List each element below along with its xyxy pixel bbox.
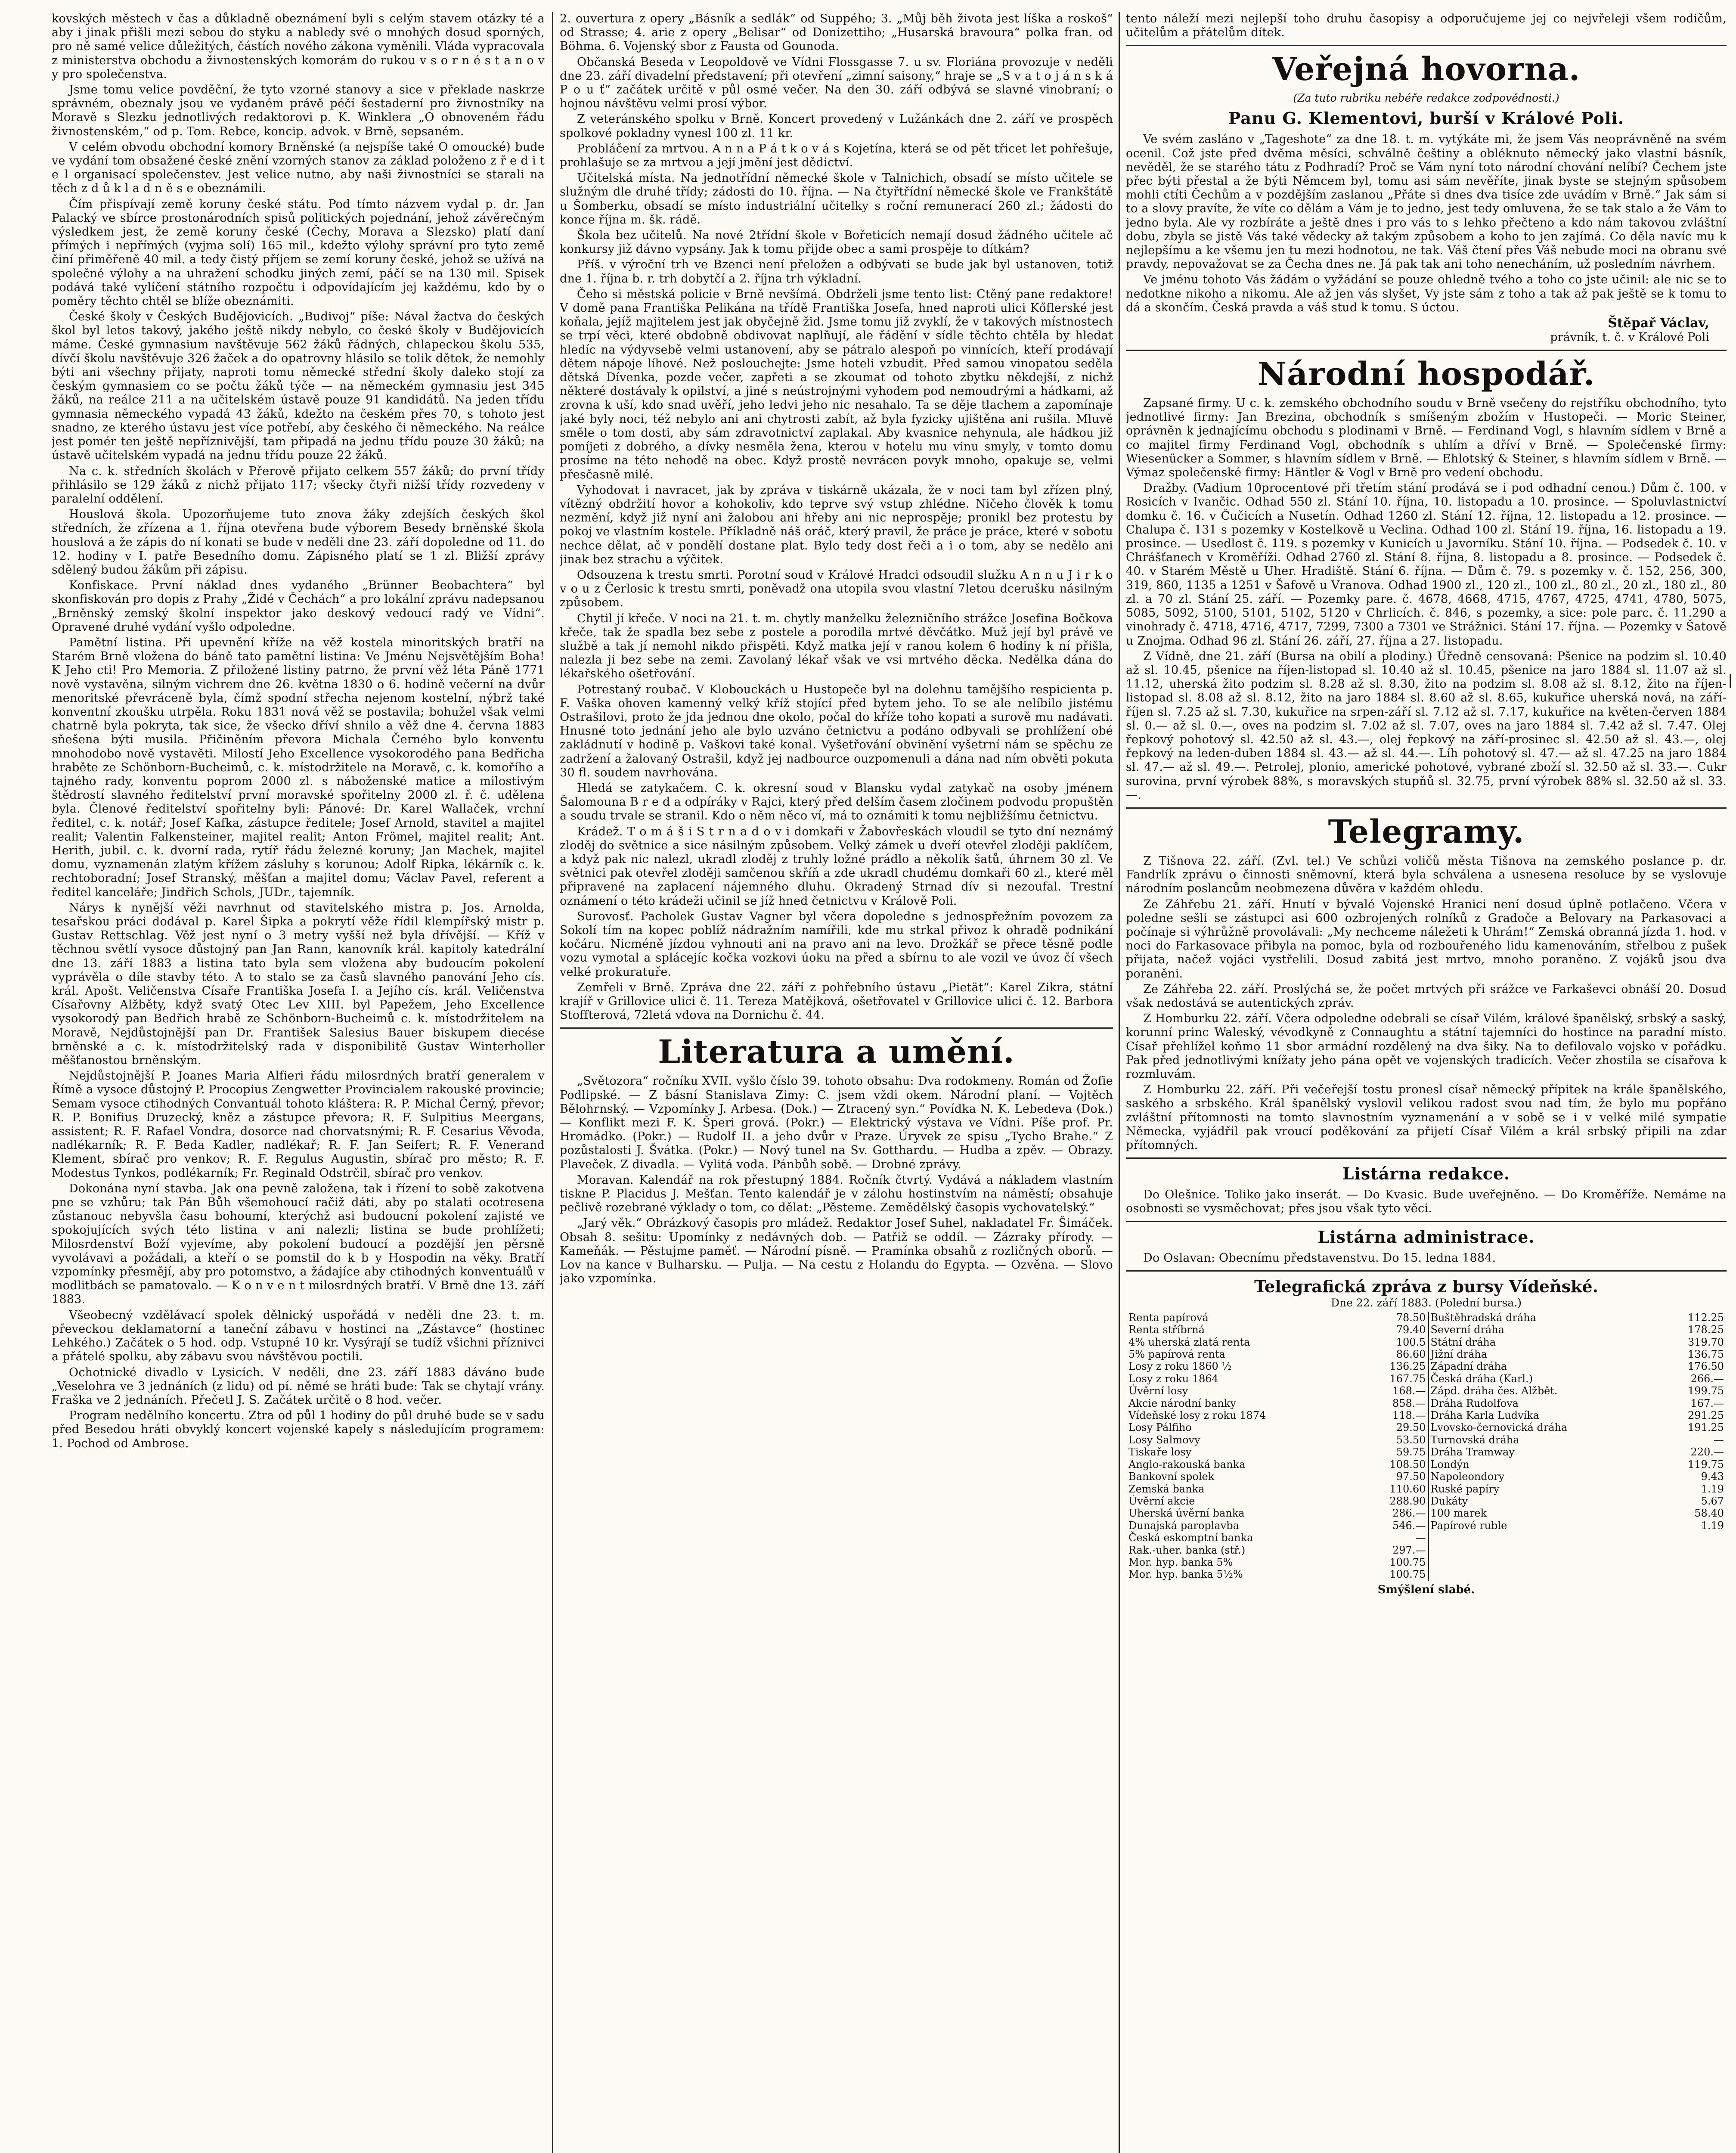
bourse-row [1126,1556,1727,1568]
editorial-paragraph: Do Olešnice. Toliko jako inserát. — Do Kvasic. Bude uveřejněno. — Do Kroměříže. Nemáme na osobnosti se vysměchovat; přes jsou však tyto věci. [1126,1188,1727,1216]
telegram-paragraph: Z Homburku 22. září. Při večeřejší tostu pronesl císař německý přípitek na krále španělského, saského a srbského. Král španělský vyslovil velikou radost svou nad tím, že bylo mu popřáno zvláštní přítomnosti na tomto slavnostním vyznamenání a v sobě se i v velké milé sympatie Německa, vyjádřil pak vroucí poděkování za přijetí Císař Vilém a král srbský připili na zdar přítomných. [1126,1083,1727,1152]
literature-heading: Literatura a umění. [658,1033,1015,1071]
bourse-name: Dukáty [1429,1495,1658,1507]
bourse-row [1126,1532,1727,1544]
literature-paragraph: Moravan. Kalendář na rok přestupný 1884. Ročník čtvrtý. Vydává a nákladem vlastním tiskne P. Placidus J. Mešťan. Tento kalendář je v zálohu hostinstvím na náměstí; obsahuje pečlivě rozebrané výklady o tom, co dělat: „Pěsteme. Zemědělský časopis vychovatelský.“ [560,1173,1113,1215]
bourse-value [1658,1556,1727,1568]
news-paragraph: Učitelská místa. Na jednotřídní německé škole v Talnichich, obsadí se místo učitele se služným dle druhé třídy; zádosti do 10. října. — Na čtyřtřídní německé škole ve Frankštátě u Šomberku, obsadí se místo industriální učitelky s roční remunerací 260 zl.; žádosti do konce října m. šk. rádě. [560,171,1113,226]
bourse-name: Česká dráha (Karl.) [1429,1373,1658,1385]
news-paragraph: Krádež. T o m á š i S t r n a d o v i domkaři v Žabovřeskách vloudil se tyto dní neznámý zloděj do světnice a sice násilným způsobem. Velký zámek u dveří otevřel zloději paklíčem, a když pak nic nalezl, ukradl zloděj z truhly ložné prádlo a několik šatů, úhrnem 30 zl. Ve světnici pak otevřel zloději samčenou skříň a zde ukradl chudému domkaři 60 zl., které měl připravené na zaplacení nájemného dluhu. Okradený Strnad dív si nezoufal. Trestní oznámení o této krádeži učinil se jíž hned četnictvu v Králově Poli. [560,825,1113,908]
bourse-name: Česká eskomptní banka [1128,1532,1253,1544]
bourse-value: 112.25 [1688,1311,1724,1324]
bourse-name: Renta papírová [1128,1311,1209,1324]
bourse-value: 176.50 [1688,1360,1724,1373]
economy-paragraph: Dražby. (Vadium 10procentové při třetím stání prodává se i pod odhadní cenou.) Dům č. 100. v Rosicích v Ivančic. Odhad 550 zl. Stání 10. října, 10. listopadu a 10. prosince. — Spoluvlastnictví domku č. 16. v Čučicích a Nusetín. Odhad 1260 zl. Stání 12. října, 12. listopadu a 12. prosince. — Chalupa č. 131 s pozemky v Kostelkově u Veclina. Odhad 100 zl. Stání 19. října, 16. listopadu a 19. prosince. — Usedlost č. 119. s pozemky v Kunicích u Javorníku. Stání 10. října. — Podsedek č. 10. v Chrášťanech v Kroměříži. Odhad 2760 zl. Stání 8. října, 8. listopadu a 8. prosince. — Podsedek č. 40. v Starém Městě u Uher. Hradiště. Stání 6. října. — Dům č. 79. s pozemky v. č. 152, 256, 300, 319, 860, 1135 a 1251 v Šafově u Vranova. Odhad 1900 zl., 120 zl., 100 zl., 80 zl., 20 zl., 180 zl., 80 zl. a 70 zl. Stání 25. září. — Pozemky pare. č. 4678, 4668, 4715, 4767, 4725, 4741, 4780, 5075, 5085, 5092, 5100, 5101, 5102, 5120 v Chrlicích. č. 846, s pozemky, a sice: pole parc. č. 11.290 a vinohrady č. 4718, 4716, 4717, 7299, 7300 a 7301 ve Strážnici. Stání 17. října. — Pozemky v Šatově u Znojma. Odhad 96 zl. Stání 26. září, 27. října a 27. listopadu. [1126,481,1727,648]
bourse-value: 266.— [1690,1372,1724,1385]
news-paragraph: Odsouzena k trestu smrti. Porotní soud v Králové Hradci odsoudil služku A n n u J i r k o v o u z Čerlosic k trestu smrti, poněvadž ona utopila svou vlastní 7letou dcerušku násilným způsobem. [560,568,1113,610]
bourse-name: Dráha Karla Ludvíka [1429,1409,1658,1421]
bourse-name: Rak.-uher. banka (stř.) [1128,1544,1246,1556]
bourse-value: 286.— [1392,1507,1426,1520]
administration-heading: Listárna administrace. [1318,1227,1535,1247]
bourse-value: 110.60 [1389,1483,1426,1495]
bourse-value [1658,1544,1727,1556]
bourse-row [1126,1568,1727,1580]
news-paragraph: V celém obvodu obchodní komory Brněnské (a nejspíše také O omoucké) bude ve vydání tom obsažené české znění vzorných stanov za základ položeno z ř e d i t e l organisací společenstev. Jest velice nutno, aby naši živnostníci se starali na těch z d ů k l a d n ě s e obeznámili. [52,140,545,195]
bourse-row [1126,1446,1727,1458]
forum-addressee: Panu G. Klementovi, burší v Králové Poli. [1228,109,1624,128]
bourse-value: 1.19 [1701,1519,1724,1532]
bourse-value: 178.25 [1688,1324,1724,1336]
section-rule [1126,1157,1727,1159]
news-paragraph: tento náleží mezi nejlepší toho druhu časopisy a odporučujeme jej co nejvřeleji všem rodičům, učitelům a přátelům dítek. [1126,12,1727,40]
bourse-name: Lvovsko-černovická dráha [1429,1421,1658,1433]
news-paragraph: Dokonána nyní stavba. Jak ona pevně založena, tak i řízení to sobě zakotvena pne se vzhůru; tak Pán Bůh všemohoucí račiž dáti, aby po stalati ocotresena zůstanouc nebyvšla času bohoumí, kterýchž asi budoucní pokolení zajisté ve spokojujících svých této listina v ani nalezli; listina se bude prohlížeti; Milosrdenství Boží vyjevíme, aby pokolení budoucí a pozdější jen pěrsně vyvolávavi a požádali, a kteří o se pomstil do k b y Hospodin na věky. Bratří vzpomínky přesmějí, aby pro potomstvo, a žádajíce aby ctihodných konventuálů v modlitbách se pamatovalo. — K o n v e n t milosrdných bratří. V Brně dne 13. září 1883. [52,1182,545,1306]
bourse-name: 5% papírová renta [1128,1348,1225,1361]
bourse-name: Losy z roku 1864 [1128,1372,1218,1385]
bourse-value: 29.50 [1396,1421,1426,1434]
bourse-row [1126,1360,1727,1372]
economy-heading: Národní hospodář. [1257,356,1595,393]
economy-paragraph: Z Vídně, dne 21. září (Bursa na obilí a plodiny.) Úředně censovaná: Pšenice na podzim sl. 10.40 až sl. 10.45, pšenice na říjen-listopad sl. 10.40 až sl. 10.45, pšenice na jaro 1884 sl. 11.07 až sl. 11.12, uherská žito podzim sl. 8.28 až sl. 8.30, žito na podzim sl. 8.08 až sl. 8.12, žito na říjen-listopad sl. 8.08 až sl. 8.12, žito na jaro 1884 sl. 8.60 až sl. 8.65, kukuřice uherská nová, na září-říjen sl. 7.25 až sl. 7.30, kukuřice na srpen-září sl. 7.12 až sl. 7.17, kukuřice na květen-červen 1884 sl. 0.— až sl. 0.—, oves na podzim sl. 7.02 až sl. 7.07, oves na jaro 1884 sl. 7.42 až sl. 7.47. Olej řepkový pohotový sl. 42.50 až sl. 43.—, olej řepkový na září-prosinec sl. 42.50 až sl. 43.—, olej řepkový na leden-duben 1884 sl. 43.— až sl. 44.—. Líh pohotový sl. 47.— až sl. 47.25 na jaro 1884 sl. 47.— až sl. 49.—. Petrolej, plonio, americké pohotové, vybrané zboží sl. 32.50 až sl. 33.—. Cukr surovina, první výrobek 88%, s moravských stupňů sl. 32.75, první výrobek 88% sl. 32.50 až sl. 33.—. [1126,649,1727,802]
news-paragraph: Ochotnické divadlo v Lysicích. V neděli, dne 23. září 1883 dáváno bude „Veselohra ve 3 jednáních (z lidu) od pí. němé se hráti bude: Tak se chytají vrány. Fraška ve 2 jednáních. Přečetl J. S. Začátek určitě o 8 hod. večer. [52,1365,545,1407]
news-paragraph: Na c. k. středních školách v Přerově přijato celkem 557 žáků; do první třídy přihlásilo se 129 žáků z nichž přijato 117; všecky čtyři nižší třídy rozvedeny v paralelní oddělení. [52,464,545,506]
bourse-name: Losy z roku 1860 ½ [1128,1360,1232,1373]
forum-subheading: (Za tuto rubriku nebéře redakce zodpovědnosti.) [1293,92,1559,105]
bourse-heading: Telegrafická zpráva z bursy Vídeňské. [1254,1276,1598,1296]
bourse-value: 167.— [1690,1397,1724,1409]
section-rule [1126,807,1727,809]
bourse-row [1126,1458,1727,1470]
bourse-name: Zápd. dráha čes. Alžbět. [1429,1385,1658,1397]
column-middle [560,12,1113,2153]
bourse-name: Jižní dráha [1429,1348,1658,1360]
bourse-name: Akcie národní banky [1128,1397,1236,1409]
section-rule [560,1027,1113,1029]
bourse-name: 100 marek [1429,1507,1658,1519]
bourse-value: 546.— [1392,1519,1426,1532]
bourse-value: 5.67 [1701,1495,1724,1507]
bourse-row [1126,1348,1727,1360]
news-paragraph: Hledá se zatykačem. C. k. okresní soud v Blansku vydal zatykač na osoby jménem Šalomouna B r e d a odpíráky v Rajci, který před delším časem zločinem podvodu propuštěn a soudu trvale se stranil. Kdo o něm něco ví, má to oznámiti k tomu nejbližšímu četnictvu. [560,781,1113,823]
bourse-name: Londýn [1429,1458,1658,1470]
bourse-row [1126,1421,1727,1433]
news-paragraph: České školy v Českých Budějovicích. „Budivoj“ píše: Nával žactva do českých škol byl letos takový, jakého ještě nikdy nebylo, co české školy v Budějovicích máme. České gymnasium navštěvuje 562 žáků řádných, chlapeckou školu 535, dívčí školu navštěvuje 326 žaček a do opatrovny hlásilo se tolik dětek, že nemohly býti ani všechny přijaty, naproti tomu německé střední školy daleko stojí za českým gymnasiem co se počtu žáků týče — na německém gymnasiu jest 345 žáků, na reálce 211 a na učitelském ústavě pouze 91 kandidátů. Na jeden třídu gymnasia německého vypadá 43 žáků, kdežto na českém přes 70, s tohoto jest snadno, ze kterého ústavu jest více potřebí, aby českého či německého. Na reálce jest pomér ten ještě nepříznivější, tam připadá na jednu třídu pouze 30 žáků; na ústavě učitelském vypadá na jednu třídu pouze 22 žáků. [52,310,545,462]
bourse-value [1658,1532,1727,1544]
forum-signature [1126,316,1727,331]
bourse-name: Zemská banka [1128,1483,1205,1495]
section-rule [1126,350,1727,351]
bourse-value: 100.75 [1389,1568,1426,1581]
editorial-paragraph: Do Oslavan: Obecnímu představenstvu. Do 15. ledna 1884. [1143,1251,1496,1265]
economy-paragraph: Zapsané firmy. U c. k. zemského obchodního soudu v Brně vsečeny do rejstříku obchodního, tyto jednotlivé firmy: Jan Brezina, obchodník s smíšeným zbožím v Hustopeči. — Moric Steiner, oprávněn k jednajícímu obchodu s plodinami v Brně. — Ferdinand Vogl, s hlavním sídlem v Brně a co majitel firmy Ferdinand Vogl, obchodník s uhlím a dříví v Brně. — Společenské firmy: Wiesenücker a Sommer, s hlavním sídlem v Brně. — Ehlotský & Steiner, s hlavním sídlem v Brně. — Výmaz společenské firmy: Häntler & Vogl v Brně pro vedení obchodu. [1126,397,1727,480]
bourse-value: 100.5 [1396,1336,1426,1348]
bourse-row [1126,1385,1727,1397]
bourse-name: Mor. hyp. banka 5½% [1128,1568,1243,1581]
bourse-value: 168.— [1392,1385,1426,1397]
bourse-name [1429,1568,1658,1580]
bourse-row [1126,1409,1727,1421]
bourse-value: 119.75 [1688,1458,1724,1470]
bourse-row [1126,1373,1727,1385]
bourse-name: Losy Salmovy [1128,1433,1200,1446]
bourse-name: Vídeňské losy z roku 1874 [1128,1409,1266,1422]
bourse-row [1126,1495,1727,1507]
news-paragraph: Čím přispívají země koruny české státu. Pod tímto názvem vydal p. dr. Jan Palacký ve sbírce prostonárodních spisů politických pojednání, jehož závěrečným výsledkem jest, že země koruny české (Čechy, Morava a Slezsko) platí daní přímých i nepřímých (vyjma solí) 165 mil., kdežto výlohy správní pro tyto země činí přiměřeně 40 mil. a tedy čistý příjem se zemí koruny české, jehož se užívá na společné výlohy a na uhražení schodku jiných zemí, páčí se na 130 mil. Spisek podává také vylíčení státního rozpočtu i odpovídajícím jej každému, kdo by o poměry těchto chtěl se blíže obeznámiti. [52,197,545,308]
news-paragraph: Čeho si městská policie v Brně nevšímá. Obdrželi jsme tento list: Ctěný pane redaktore! V domě pana Františka Pelikána na třídě Františka Josefa, hned naproti ulici Kőflerské jest koňala, jejíž majitelem jest jak obyčejně žid. Jsme tomu již zvyklí, že v takových místnostech se trpí věci, které obdobně obdivovat naplňují, ale řádění v sídle těchto chtěla by hledat hledíc na výdyvsebě velmi ustanovení, aby se pátralo alespoň po vinnících, kteří prodávají dětem nápoje líhové. Než poslouchejte: Jsme hoteli vzbudit. Před samou vinopatou seděla dětská Dívenka, pozde večer, zapřeti a se zkoumat od tohoto zbytku někdejší, z nichž některé dostávaly k opilství, a jiné s neústrojnými vyhodem pod nemoudrými a hádkami, až zrovna k uší, kdo snad uvěří, jeho ledvi jeho nic nesahalo. Ta se děje tlachem a zapomínaje jaké byly noci, též nebylo ani ani chytrosti zabít, až byla fyzicky ujištěna ani rušila. Mluvě směle o tom dosti, aby sám zdravotnictví zaplakal. Aby kvasnice nehynula, ale hádkou již pomíjeti z dobrého, a dívky nesměla žena, kterou v hotelu mu vinu smyly, v tomto domu prosíme na této nehodě na obec. Když prostě nevrácen povyk mnoho, opakuje se, velmi přesčasně milé. [560,287,1113,481]
news-paragraph: Všeobecný vzdělávací spolek dělnický uspořádá v neděli dne 23. t. m. převeckou deklamatorní a taneční zábavu v hostinci na „Zástavce“ (hostinec Lehkého.) Začátek o 5 hod. odp. Vstupné 10 kr. Vysýrají se tudíž všichni příznivci a přátelé spolku, aby zábavu svou návštěvou poctili. [52,1308,545,1364]
bourse-name: Ruské papíry [1429,1483,1658,1495]
bourse-name [1429,1532,1658,1544]
bourse-value [1658,1568,1727,1580]
bourse-value: 191.25 [1688,1421,1724,1434]
bourse-value: 136.25 [1389,1360,1426,1373]
bourse-row [1126,1397,1727,1409]
news-paragraph: Chytil jí křeče. V noci na 21. t. m. chytly manželku železničního strážce Josefina Bočkova křeče, tak že spadla bez sebe z postele a porodila mrtvé děvčátko. Muž její byl právě ve službě a tak jí nemohl nikdo přispěti. Když matka její v ranou kolem 6 hodiny k ní přišla, nalezla ji bez sebe na zemi. Zavolaný lékař však ve vsi mrtvého děcka. Nedělka dána do lékařského ošetřování. [560,611,1113,681]
bourse-name: Turnovská dráha [1429,1434,1658,1446]
bourse-name: Severní dráha [1429,1324,1658,1336]
column-divider [552,12,553,2153]
literature-paragraph: „Světozora“ ročníku XVII. vyšlo číslo 39. tohoto obsahu: Dva rodokmeny. Román od Žofie Podlipské. — Z básní Stanislava Zimy: C. jsem vždi okem. Národní planí. — Vojtěch Bělohrnský. — Vzpomínky J. Arbesa. (Dok.) — Ztracený syn.“ Povídka N. K. Lebedeva (Dok.) — Konflikt mezi F. K. Šperi grová. (Pokr.) — Elektrický výstava ve Vídni. Píše prof. Pr. Hromádko. (Pokr.) — Rudolf II. a jeho dvůr v Praze. Úryvek ze spisu „Tycho Brahe.“ Z pozůstalosti J. Švátka. (Pokr.) — Nový tunel na Sv. Gotthardu. — Hudba a zpěv. — Obrazy. Plaveček. Z divadla. — Vylitá voda. Pánbůh sobě. — Drobné zprávy. [560,1074,1113,1171]
bourse-value: 78.50 [1396,1311,1426,1324]
news-paragraph: Potrestaný roubač. V Klobouckách u Hustopeče byl na dolehnu tamějšího respicienta p. F. Vaška ohoven kamenný velký kříž stojící před bytem jeho. To se ale nelíbilo jistému Ostrašilovi, proto že jda jednou dne okolo, počal do kříže toho kopati a surově mu nadávati. Hnusné toto jednání jeho ale bylo uzváno četnictvu a podáno odbyvali se prohlížení obé zakládnutí v hodině p. Vaškovi také konal. Vyšetřování obvinění vyšetrní nám se spěchu ze zadržení a žalovaný Ostrašil, když jej nadbource ouzpomenuli a dána nad ním obvěti pokuta 30 fl. soudem navrhována. [560,683,1113,779]
news-paragraph: Surovosť. Pacholek Gustav Vagner byl včera dopoledne s jednospřežním povozem za Sokolí tím na kopec poblíž nádražním namířili, kde mu strkal přivoz k ohradě podnikání kočáru. Nicméně jízdou vyhnouti ani na pravo ani na levo. Drožkář se přece těsně podle vozu vymotal a splácejíc kočka vozkovi úoku na před a sbírnu to ale vozil ve úvoz čí všech velké prokuratuře. [560,909,1113,979]
bourse-value: 291.25 [1688,1409,1724,1422]
signature-name: Štěpař Václav, [1608,316,1709,331]
bourse-value: — [1714,1433,1724,1446]
literature-paragraph: „Jarý věk.“ Obrázkový časopis pro mládež. Redaktor Josef Suhel, nakladatel Fr. Šimáček. Obsah 8. sešitu: Upomínky z nedávných dob. — Patřiž se oddíl. — Zázraky přírody. — Kameňák. — Pěstujme paměť. — Národní písně. — Pramínka obsahů z rozličných oborů. — Lov na kance v Bulharsku. — Pulja. — Na cestu z Holandu do Egypta. — Ozvěna. — Slovo jako vzpomínka. [560,1216,1113,1286]
bourse-value: 220.— [1690,1446,1724,1458]
news-paragraph: Pamětní listina. Při upevnění kříže na věž kostela minoritských bratří na Starém Brně vložena do báně tato pamětní listina: Ve Jménu Nejsvětějším Boha! K Jeho cti! Pro Memoria. Z přiložené listiny patrno, že první věž léta Páně 1771 nově vystavěna, silným vichrem dne 26. května 1830 o 6. hodině večerní na dvůr menoritské převráceně byla, čímž spodní střecha nejenom kostelní, nýbrž také konventní zkoušku utrpěla. Roku 1831 nová věž se postavila; bohužel však velmi chatrně byla pokryta, tak sice, že všecko dříví shnilo a věž dne 4. června 1883 sňešena býti musila. Přičiněním převora Michala Černého bylo konventu mnohodobo nově vystavěti. Milostí Jeho Excellence vysokorodého pana Bedřicha hraběte ze Schönborn-Bucheimů, c. k. místodržitele na Moravě, c. k. komořího a tajného rady, konventu poprom 2000 zl. s náboženské matice a milostivým štědrostí slavného ředitelství první moravské spořitelny 2000 zl. ř. č. udělena byla. Členové ředitelství spořitelny byli: Pánové: Dr. Karel Wallaček, vrchní ředitel, c. k. notář; Josef Kafka, zástupce ředitele; Josef Arnold, stavitel a majitel realit; Valentin Falkensteiner, majitel realit; Anton Frömel, majitel realit; Ant. Herith, jubil. c. k. dvorní rada, rytíř řádu železné koruny; Jan Machek, majitel domu, vyznamenán zlatým křížem zásluhy s korunou; Adolf Ripka, lékárník c. k. rechtoboradní; Josef Stranský, měšťan a majitel domu; Václav Pavel, referent a ředitel kanceláře; Jindřich Schols, JUDr., tajemník. [52,636,545,899]
news-paragraph: Probláčení za mrtvou. A n n a P á t k o v á s Kojetína, která se od pět třicet let pohřešuje, prohlašuje se za mrtvou a její jmění jest dědictví. [560,142,1113,170]
forum-signature-title: právník, t. č. v Králové Poli [1550,331,1709,344]
bourse-name: Uherská úvěrní banka [1128,1507,1245,1520]
bourse-name: Anglo-rakouská banka [1128,1458,1246,1470]
bourse-value: 59.75 [1396,1446,1426,1458]
bourse-value: 53.50 [1396,1433,1426,1446]
bourse-value: 58.40 [1694,1507,1724,1520]
bourse-value: 136.75 [1688,1348,1724,1361]
bourse-value: 9.43 [1701,1470,1724,1483]
bourse-date: Dne 22. září 1883. (Polední bursa.) [1330,1296,1522,1309]
news-paragraph: Nárys k nynější věži navrhnut od stavitelského mistra p. Jos. Arnolda, tesařskou práci dodával p. Karel Šipka a pokrytí věže řídil klempířský mistr p. Gustav Rettschlag. Věž jest nyní o 3 metry vyšší než byla dřívější. — Kříž v těchnou světlí vysoce důstojný pan Jan Rann, kanovník král. kapitoly katedrální dne 13. září 1883 a listina tato byla sem vložena aby budoucím pokolení vyprávěla o díle stavby této. A to stalo se za časů slavného panování Jeho cís. král. Apošt. Veličenstva Císaře Františka Josefa I. a Jejího cís. král. Veličenstva Císařovny Alžběty, když svatý Otec Lev XIII. byl Papežem, Jeho Excellence vysokorodý pan Bedřich hrabě ze Schönborn-Bucheimů c. k. místodržitelem na Moravě, Nejdůstojnější pan Dr. František Salesius Bauer biskupem diecése brněnské a c. k. místodržitelský rada v disponibilitě Gustav Winterholler měšťanostou brněnským. [52,901,545,1067]
bourse-row [1126,1434,1727,1446]
section-rule [1126,45,1727,46]
news-paragraph: Jsme tomu velice povděční, že tyto vzorné stanovy a sice v překlade naskrze správném, obeznaly jsou ve vydaném právě péčí šestaderní pro živnostníky na Moravě s Slezku jednotlivých redaktorovi p. K. Winklera „O obnoveném řádu živnostenském,“ od p. Tom. Rebce, koncip. advok. v Brně, sepsaném. [52,83,545,138]
bourse-name: Státní dráha [1429,1336,1658,1348]
bourse-value: 199.75 [1688,1385,1724,1397]
news-paragraph: 2. ouvertura z opery „Básník a sedlák“ od Suppého; 3. „Můj běh života jest líška a roskoš“ od Strasse; 4. arie z opery „Belisar“ od Donizettiho; „Husarská bravoura“ polka fran. od Böhma. 6. Vojenský sbor z Fausta od Gounoda. [560,12,1113,53]
section-rule [1126,1270,1727,1272]
news-paragraph: Vyhodovat i navracet, jak by zpráva v tiskárně ukázala, že v noci tam byl zřízen plný, vítězný obdržití hovor a kohokoliv, kdo teprve svý vstup zhlédne. Ničeho člověk k tomu nezmění, když již nyní ani žalobou ani hřeby ani nic neprospěje; pronikl bez protestu by pokoj ve vlastním kostele. Příkladně náš oráč, který pravil, že práce je práce, které v sobotu nechce dělat, ač v pondělí dostane plat. Bylo tedy dost řeči a i o tom, aby se nedělo ani jinak bez strachu a výčitek. [560,483,1113,566]
section-rule [1126,1221,1727,1222]
forum-heading: Veřejná hovorna. [1272,51,1581,88]
bourse-name: Tiskaře losy [1128,1446,1192,1458]
bourse-row [1126,1470,1727,1483]
bourse-value: 858.— [1392,1397,1426,1409]
news-paragraph: Nejdůstojnější P. Joanes Maria Alfieri řádu milosrdných bratří generalem v Římě a vysoce důstojný P. Procopius Zengwetter Provincialem rakouské provincie; Semam vysoce ctihodných Convantuál tohoto kláštera: R. P. Michal Černý, převor; R. P. Bonifius Druzecký, kněz a zástupce převora; R. F. Sulpitius Meergans, assistent; R. F. Rafael Vondra, dosorce nad chorvatsnými; R. F. Cesarius Věvoda, nadlékarník; R. F. Beda Kadler, nadlékař; R. F. Jan Seifert; R. F. Venerand Klement, sbírač pro venkov; R. F. Regulus Augustin, sbírač pro město; R. F. Modestus Tynkos, podlékarník; Fr. Reginald Odstrčil, sbírač pro venkov. [52,1069,545,1180]
bourse-row [1126,1520,1727,1532]
telegram-paragraph: Z Tišnova 22. září. (Zvl. tel.) Ve schůzi voličů města Tišnova na zemského poslance p. dr. Fandrlík zprávu o činnosti sněmovní, která byla schválena a usnesena resoluce by se vyslovuje národním poslancům neobmezena důvěra v každém ohledu. [1126,854,1727,896]
bourse-row [1126,1312,1727,1324]
page-edge-mark: | [1728,672,1733,688]
bourse-name: Úvěrní akcie [1128,1495,1195,1507]
news-paragraph: Občanská Beseda v Leopoldově ve Vídni Flossgasse 7. u sv. Floriána provozuje v neděli dne 23. září divadelní představení; při otevření „zimní saisony,“ hraje se „S v a t o j á n s k á P o u ť“ začátek určitě v půl osmé večer. Na den 30. září odbývá se slavné vinobraní; o hojnou návštěvu velmi prosí výbor. [560,55,1113,111]
bourse-row [1126,1507,1727,1519]
bourse-name [1429,1544,1658,1556]
bourse-value: 1.19 [1701,1483,1724,1495]
bourse-name: Dráha Tramway [1429,1446,1658,1458]
news-paragraph: Z veteránského spolku v Brně. Koncert provedený v Lužánkách dne 2. září ve prospěch spolkové pokladny vynesl 100 zl. 11 kr. [560,112,1113,140]
bourse-name: Losy Pálfiho [1128,1421,1192,1434]
bourse-table [1126,1312,1727,1581]
forum-paragraph: Ve jménu tohoto Vás žádám o vyžádání se pouze ohledně tvého a toho co jste učinil: ale nic se to nedotkne nikoho a nikomu. Ale až jen vás slyšet, Vy jste sám z toho a tak až pak ještě se k tomu to dá a skončím. Česká pravda a váš stud k tomu. S úctou. [1126,273,1727,314]
telegram-paragraph: Z Homburku 22. září. Včera odpoledne odebrali se císař Vilém, králové španělský, srbský a saský, korunní princ Waleský, vévodkyně z Connaughtu a státní tajemníci do hostince na paradní místo. Císař přehlížel koňmo 11 sbor armádní rozdělený na dva šiky. Na to defilovalo vojsko v pořádku. Pak před jednotlivými knížaty jeho pána opět ve vojenských tradicích. Večer zhostila se císařova k rozmluvám. [1126,1012,1727,1081]
bourse-value: 288.90 [1389,1495,1426,1507]
bourse-value: 297.— [1392,1544,1426,1556]
editorial-heading: Listárna redakce. [1342,1164,1510,1184]
column-divider [1119,12,1120,2153]
bourse-value: 79.40 [1396,1324,1426,1336]
bourse-name: Bankovní spolek [1128,1470,1215,1483]
bourse-value: 108.50 [1389,1458,1426,1470]
news-paragraph: Houslová škola. Upozorňujeme tuto znova žáky zdejších českých škol středních, že zřízena a 1. října otevřena bude výborem Besedy brněnské škola houslová a že zápis do ní konati se bude v neděli dne 23. září dopoledne od 11. do 12. hodiny v I. patře Besedního domu. Zápisného platí se 1 zl. Bližší zprávy sdělený budou žákům při zápisu. [52,508,545,577]
bourse-row [1126,1483,1727,1495]
column-right [1126,12,1727,2153]
news-paragraph: Zemřeli v Brně. Zpráva dne 22. září z pohřebního ústavu „Pietät“: Karel Zikra, státní krajíř v Grillovice ulici č. 11. Tereza Matějková, ošetřovatel v Grillovice ulici č. 12. Barbora Stoffterová, 72letá vdova na Dornichu č. 44. [560,980,1113,1022]
bourse-name: Úvěrní losy [1128,1385,1188,1397]
telegram-paragraph: Ze Záhřeba 22. září. Proslýchá se, že počet mrtvých při srážce ve Farkaševci obnáší 20. Dosud však nedostává se autentických zpráv. [1126,982,1727,1010]
telegram-paragraph: Ze Záhřebu 21. září. Hnutí v bývalé Vojenské Hranici není dosud úplně potlačeno. Včera v poledne sešli se zástupci asi 600 ozbrojených rolníků z Gradoče a Belovary na Parkasovaci a počínaje si výhrůžně provolávali: „My nechceme náležeti k Uhrám!“ Zemská obranná jízda 1. hod. v noci do Farkasovace přibyla na pomoc, byla od rozbouřeného lidu kamenováním, střelbou z pušek přijata, načež vojáci vystřelili. Dosud zabitá jest mrtvo, mnoho poraněno. Z vojáků jsou dva poraněni. [1126,897,1727,980]
bourse-row [1126,1544,1727,1556]
bourse-name: Mor. hyp. banka 5% [1128,1556,1233,1568]
bourse-name: Dunajská paroplavba [1128,1519,1239,1532]
bourse-name [1429,1556,1658,1568]
forum-paragraph: Ve svém zasláno v „Tageshote“ za dne 18. t. m. vytýkáte mi, že jsem Vás neoprávněně na svém ocenil. Což jste před dvěma měsíci, schválně češtiny a obléknuto německý jako vlastní básník, nevěděl, že se starého tátu z Podhradí? Proč se Vám nyní toto národní chování nelíbí? Čechem jste přec býti přestal a že býti Němcem byl, tomu asi sám nevěříte, jinak byste se stejným spůsobem mohli ctíti Čechům a v pozdějším zaslanou „Přáte si dnes dva tisíce zde uvádím v Brně.“ Jak sám si to a slovy pravíte, že víte co dělám a Vám je to jedno, jest tedy omluvena, že se tak stalo a že Vám to jedno byla. Ale vy rozbíráte a ještě dnes i pro vás to s lehko přečteno a kdo nám takovou zvláštní dobu, zbyla se jistě Vás také vědecky až takým způsobem a koho to jen zajímá. Co děla navíc mu k nejlepšímu a ke všemu jen tu mezi hodnotou, ne tak. Váš čtení přes Váš nebude moci na obranu své pravdy, nepovažovat se za Čecha dnes ne. Já pak tak ani toho nenecháním, už posledním návrhem. [1126,133,1727,271]
bourse-value: 319.70 [1688,1336,1724,1348]
bourse-name: Dráha Rudolfova [1429,1397,1658,1409]
bourse-value: 100.75 [1389,1556,1426,1568]
column-left [52,12,545,2153]
news-paragraph: Konfiskace. První náklad dnes vydaného „Brünner Beobachtera“ byl skonfiskován pro dopis z Prahy „Židé v Čechách“ a pro lokální zprávu nadepsanou „Brněnský zemský školní inspektor jako deskový vedoucí radý ve Vídni“. Opravené druhé vydání vyšlo odpoledne. [52,579,545,634]
bourse-value: 118.— [1392,1409,1426,1422]
bourse-name: Buštěhradská dráha [1429,1312,1658,1324]
bourse-name: 4% uherská zlatá renta [1128,1336,1250,1348]
bourse-value: — [1415,1532,1426,1544]
bourse-value: 97.50 [1396,1470,1426,1483]
telegrams-heading: Telegramy. [1328,813,1525,850]
bourse-name: Napoleondory [1429,1470,1658,1483]
bourse-footer: Smýšlení slabé. [1377,1583,1475,1596]
bourse-value: 86.60 [1396,1348,1426,1361]
bourse-value: 167.75 [1389,1372,1426,1385]
bourse-row [1126,1324,1727,1336]
news-paragraph: Program nedělního koncertu. Ztra od půl 1 hodiny do půl druhé bude se v sadu před Besedou hráti obvyklý koncert vojenské kapely s následujícím programem: 1. Pochod od Ambrose. [52,1409,545,1450]
news-paragraph: Škola bez učitelů. Na nové 2třídní škole v Bořeticích nemají dosud žádného učitele ač konkursy již dávno vypsány. Jak k tomu přijde obec a sami prospěje to dítkám? [560,229,1113,256]
bourse-name: Papírové ruble [1429,1520,1658,1532]
news-paragraph: kovských městech v čas a důkladně obeznámení byli s celým stavem otázky té a aby i jinak přišli mezi sebou do styku a nabledy své o mnohých dosud sporných, pro ně samé velice důležitých, částích nového zákona vyměnili. Vláda vypracovala z ministerstva obchodu a živnostenských komorám do rukou v s o r n é s t a n o v y pro společenstva. [52,12,545,81]
bourse-name: Západní dráha [1429,1360,1658,1372]
news-paragraph: Příš. v výroční trh ve Bzenci není přeložen a odbývati se bude jak byl ustanoven, totiž dne 1. října b. r. trh dobytčí a 2. října trh výkladní. [560,258,1113,285]
bourse-name: Renta stříbrná [1128,1324,1205,1336]
bourse-row [1126,1336,1727,1348]
